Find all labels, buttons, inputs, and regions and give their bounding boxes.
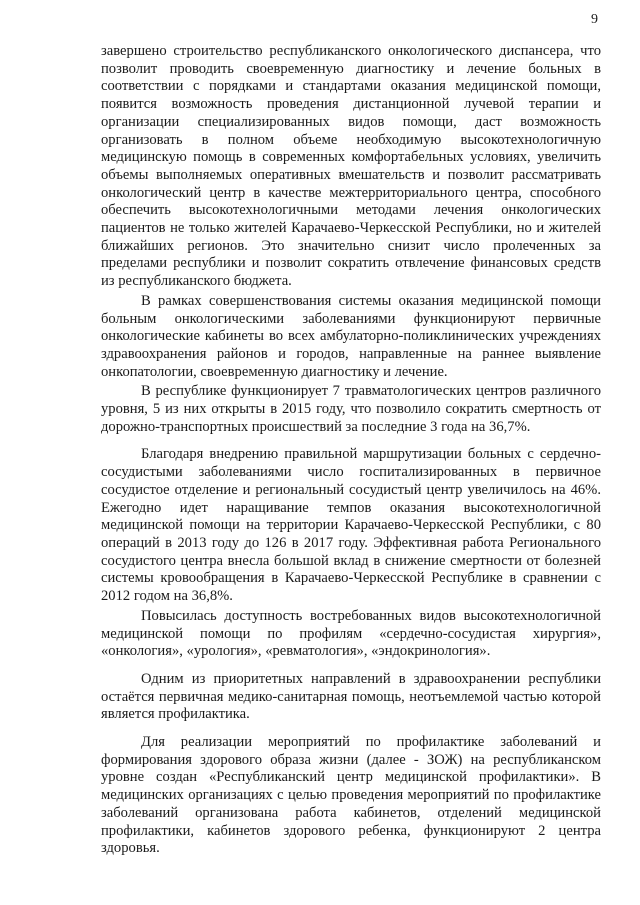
paragraph-prevention: Для реализации мероприятий по профилактике заболеваний и формирования здорового образа жизни (далее - ЗОЖ) на республиканском уровне создан «Республиканский центр медицинской профилактики». В медицинских организациях с целью проведения мероприятий по профилактике заболеваний организована работа кабинетов, отделений медицинской профилактики, кабинетов здорового ребенка, функционируют 2 центра здоровья.	[101, 734, 601, 857]
document-body	[101, 43, 601, 858]
paragraph-oncology-center: завершено строительство республиканского онкологического диспансера, что позволит проводить своевременную диагностику и лечение больных в соответствии с порядками и стандартами оказания медицинской помощи, появится возможность проведения дистанционной лучевой терапии и организации специализированных видов помощи, даст возможность организовать в полном объеме необходимую высокотехнологичную медицинскую помощь в современных комфортабельных условиях, увеличить объемы выполняемых оперативных вмешательств и позволит рассматривать онкологический центр в качестве межтерриториального центра, способного обеспечить высокотехнологичными методами лечения онкологических пациентов не только жителей Карачаево-Черкесской Республики, но и жителей ближайших регионов. Это значительно снизит число пролеченных за пределами республики и позволит сократить отвлечение финансовых средств из республиканского бюджета.	[101, 43, 601, 290]
paragraph-trauma-centers: В республике функционирует 7 травматологических центров различного уровня, 5 из них открыты в 2015 году, что позволило сократить смертность от дорожно-транспортных происшествий за последние 3 года на 36,7%.	[101, 383, 601, 435]
paragraph-oncology-cabinets: В рамках совершенствования системы оказания медицинской помощи больным онкологическими заболеваниями функционируют первичные онкологические кабинеты во всех амбулаторно-поликлинических учреждениях здравоохранения районов и городов, направленные на раннее выявление онкопатологии, своевременную диагностику и лечение.	[101, 292, 601, 380]
paragraph-vascular-center: Благодаря внедрению правильной маршрутизации больных с сердечно-сосудистыми заболеваниями число госпитализированных в первичное сосудистое отделение и региональный сосудистый центр увеличилось на 46%. Ежегодно идет наращивание темпов оказания высокотехнологичной медицинской помощи на территории Карачаево-Черкесской Республики, с 80 операций в 2013 году до 126 в 2017 году. Эффективная работа Регионального сосудистого центра внесла большой вклад в снижение смертности от болезней системы кровообращения в Карачаево-Черкесской Республике в сравнении с 2012 годом на 36,8%.	[101, 446, 601, 605]
paragraph-hightech-care: Повысилась доступность востребованных видов высокотехнологичной медицинской помощи по профилям «сердечно-сосудистая хирургия», «онкология», «урология», «ревматология», «эндокринология».	[101, 607, 601, 660]
page-number: 9	[591, 12, 598, 27]
paragraph-primary-care: Одним из приоритетных направлений в здравоохранении республики остаётся первичная медико-санитарная помощь, неотъемлемой частью которой является профилактика.	[101, 670, 601, 723]
